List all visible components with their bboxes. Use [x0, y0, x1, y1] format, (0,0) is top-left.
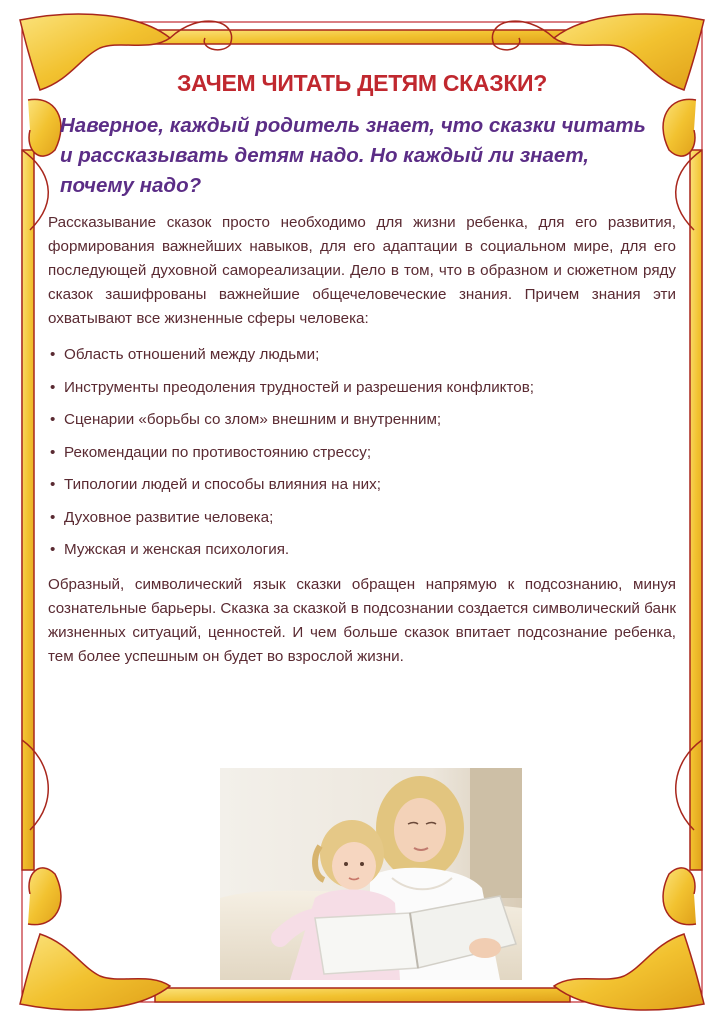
- bullet-icon: •: [50, 476, 56, 493]
- bullet-list: [48, 339, 676, 567]
- list-item: • Сценарии «борьбы со злом» внешним и внутренним;: [48, 404, 676, 437]
- content-area: [48, 70, 676, 669]
- paragraph-2: Образный, символический язык сказки обращен напрямую к подсознанию, минуя сознательные барьеры. Сказка за сказкой в подсознании создается символический банк жизненных ситуаций, ценностей. И чем больше сказок впитает подсознание ребенка, тем более успешным он будет во взрослой жизни.: [48, 575, 676, 665]
- mother-child-reading-photo: [220, 768, 522, 980]
- bullet-icon: •: [50, 411, 56, 428]
- page-title: ЗАЧЕМ ЧИТАТЬ ДЕТЯМ СКАЗКИ?: [176, 70, 548, 96]
- list-item: • Область отношений между людьми;: [48, 339, 676, 372]
- list-item: • Инструменты преодоления трудностей и разрешения конфликтов;: [48, 372, 676, 405]
- list-item: • Духовное развитие человека;: [48, 502, 676, 535]
- bullet-icon: •: [50, 541, 56, 558]
- paragraph-1: Рассказывание сказок просто необходимо для жизни ребенка, для его развития, формирования важнейших навыков, для его адаптации в социальном мире, для его последующей духовной самореализации. Дело в том, что в образном и сюжетном ряду сказок зашифрованы важнейшие общечеловеческие знания. Причем знания эти охватывают все жизненные сферы человека:: [48, 214, 676, 327]
- list-item: • Рекомендации по противостоянию стрессу;: [48, 437, 676, 470]
- bullet-icon: •: [50, 378, 56, 396]
- bullet-icon: •: [50, 443, 56, 461]
- bullet-icon: •: [50, 346, 56, 363]
- intro-text: Наверное, каждый родитель знает, что сказки читать и рассказывать детям надо. Но каждый ли знает, почему надо?: [60, 114, 646, 197]
- list-item: • Типологии людей и способы влияния на них;: [48, 469, 676, 502]
- list-item: • Мужская и женская психология.: [48, 534, 676, 567]
- bullet-icon: •: [50, 508, 56, 526]
